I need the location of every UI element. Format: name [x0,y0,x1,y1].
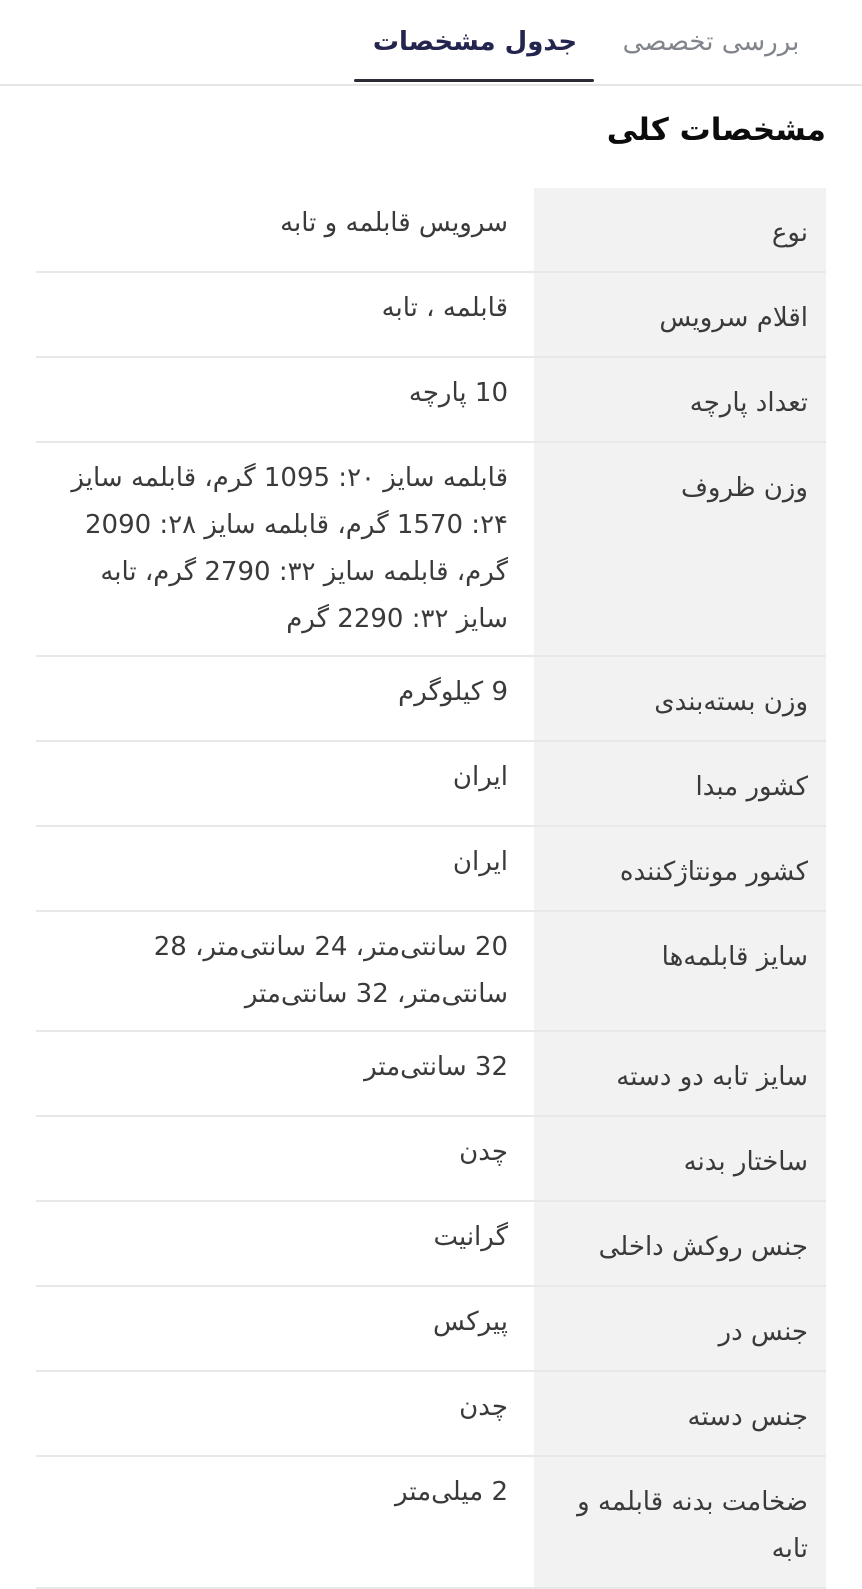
spec-row [36,443,826,657]
spec-row [36,912,826,1032]
spec-key: سایز تابه دو دسته [534,1032,826,1115]
spec-row [36,1117,826,1202]
spec-value: 10 پارچه [408,378,508,408]
spec-value: ایران [452,762,508,792]
spec-row [36,742,826,827]
spec-row [36,1457,826,1589]
spec-key: ضخامت بدنه قابلمه و تابه [534,1457,826,1587]
spec-key: جنس دسته [534,1372,826,1455]
spec-key: وزن ظروف [534,443,826,655]
spec-key: تعداد پارچه [534,358,826,441]
section-title: مشخصات کلی [606,112,826,148]
spec-key: جنس در [534,1287,826,1370]
spec-value: سرویس قابلمه و تابه [280,208,508,238]
spec-value: ایران [452,847,508,877]
spec-key: سایز قابلمه‌ها [534,912,826,1030]
spec-value: گرانیت [433,1222,508,1252]
tab-expert-review[interactable]: بررسی تخصصی [622,27,800,57]
spec-row [36,1287,826,1372]
spec-row [36,188,826,273]
spec-row [36,273,826,358]
spec-row [36,1202,826,1287]
spec-key: کشور مونتاژکننده [534,827,826,910]
spec-value: پیرکس [433,1307,508,1337]
spec-value: 9 کیلوگرم [398,677,508,707]
spec-row [36,358,826,443]
spec-key: نوع [534,188,826,271]
spec-row [36,827,826,912]
spec-key: کشور مبدا [534,742,826,825]
spec-key: وزن بسته‌بندی [534,657,826,740]
spec-row [36,1372,826,1457]
spec-value: قابلمه ، تابه [381,293,508,323]
spec-value: 32 سانتی‌متر [364,1052,508,1082]
tab-bar [0,0,862,86]
spec-table [36,188,826,1589]
spec-value: 2 میلی‌متر [395,1477,508,1507]
spec-row [36,1032,826,1117]
spec-value: قابلمه سایز ۲۰: 1095 گرم، قابلمه سایز ۲۴: 1570 گرم، قابلمه سایز ۲۸: 2090 گرم، قابلمه سایز ۳۲: 2790 گرم، تابه سایز ۳۲: 2290 گرم [71,463,508,634]
spec-key: جنس روکش داخلی [534,1202,826,1285]
spec-key: ساختار بدنه [534,1117,826,1200]
tab-specifications[interactable]: جدول مشخصات [372,27,578,57]
spec-value: چدن [459,1137,508,1167]
spec-key: اقلام سرویس [534,273,826,356]
spec-value: 20 سانتی‌متر، 24 سانتی‌متر، 28 سانتی‌متر، 32 سانتی‌متر [153,932,508,1009]
active-tab-indicator [354,79,594,82]
spec-row [36,657,826,742]
spec-value: چدن [459,1392,508,1422]
